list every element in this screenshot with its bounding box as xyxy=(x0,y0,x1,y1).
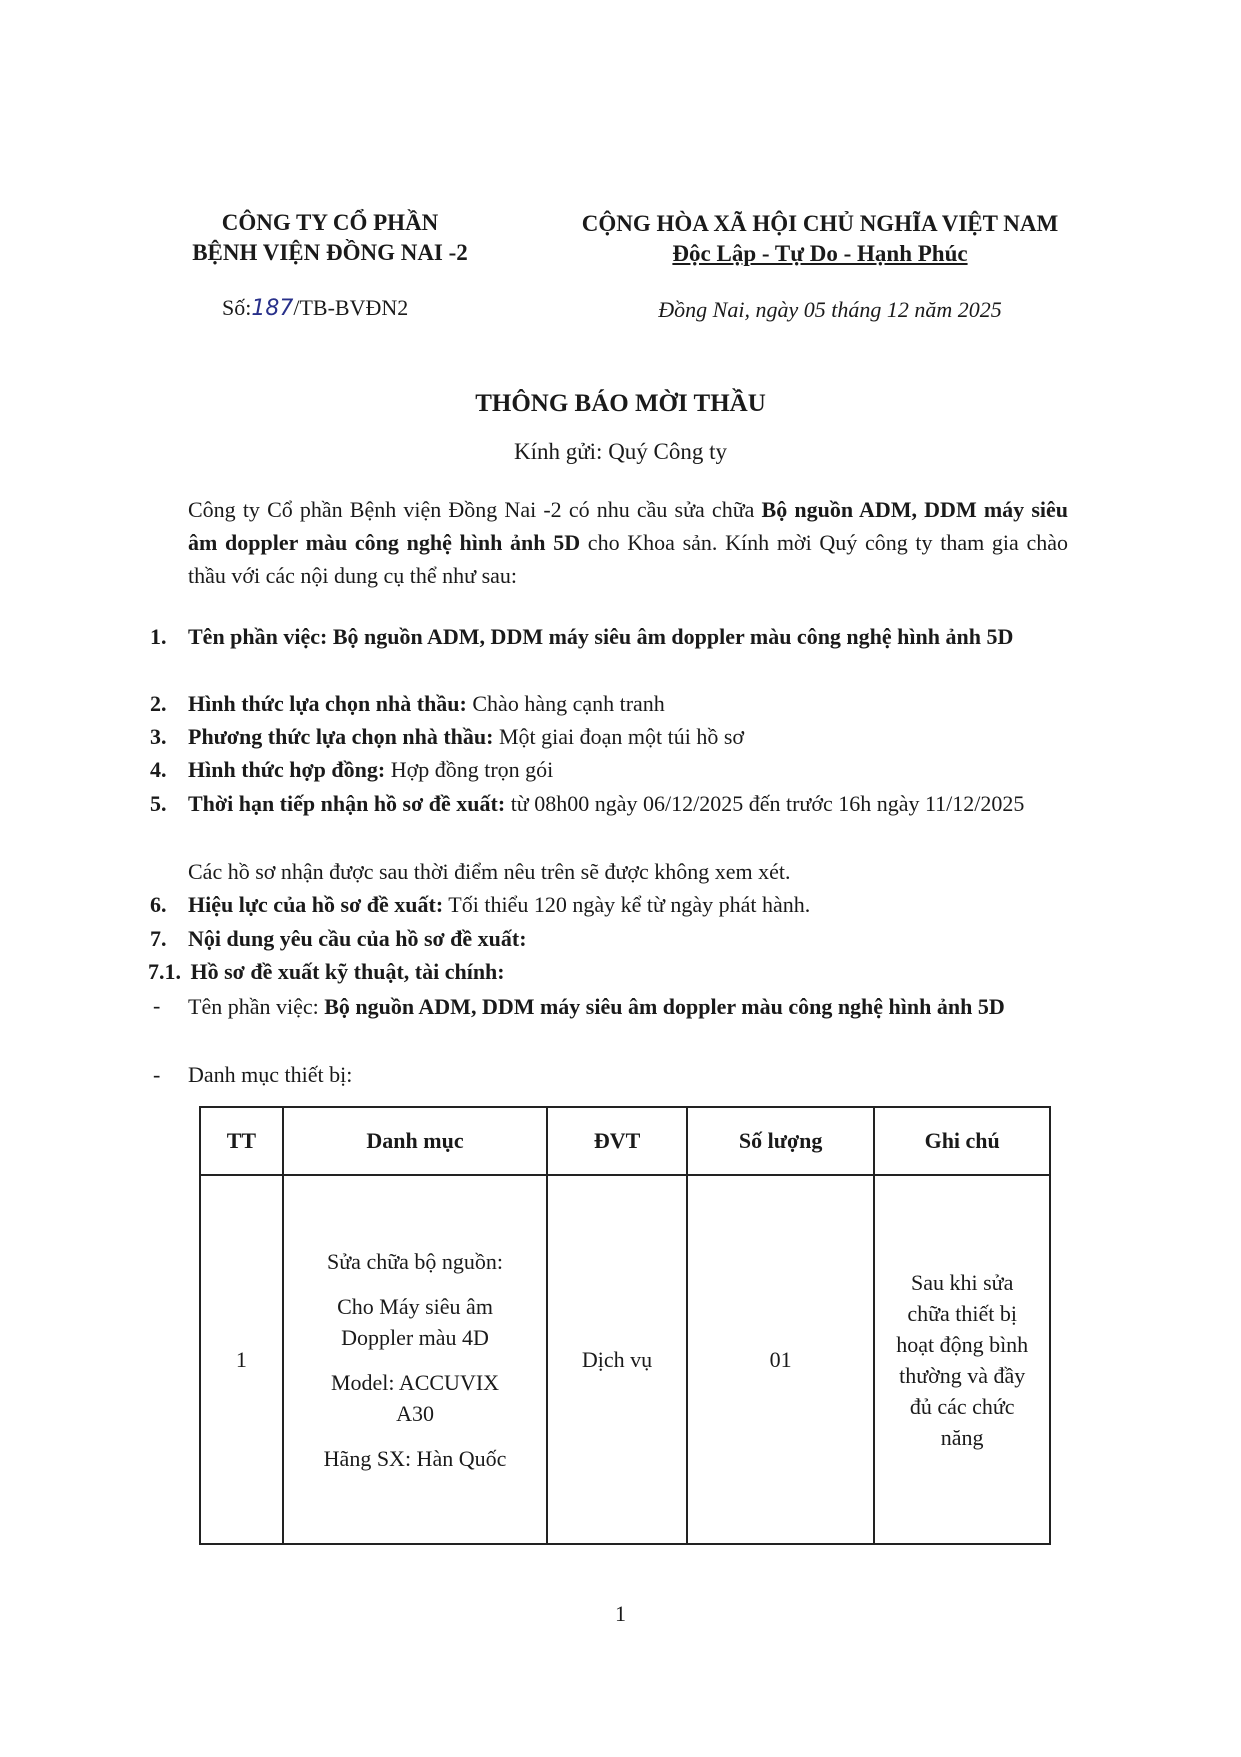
nation-title: CỘNG HÒA XÃ HỘI CHỦ NGHĨA VIỆT NAM xyxy=(581,211,1059,236)
intro-paragraph: Công ty Cổ phần Bệnh viện Đồng Nai -2 có nhu cầu sửa chữa Bộ nguồn ADM, DDM máy siêu âm doppler màu công nghệ hình ảnh 5D cho Khoa sản. Kính mời Quý công ty tham gia chào thầu với các nội dung cụ thể như sau: xyxy=(188,497,1069,588)
doc-no-handwritten: 187 xyxy=(251,296,294,321)
cell-tt: 1 xyxy=(200,1175,283,1544)
dash-marker: - xyxy=(153,1062,161,1087)
salutation: Kính gửi: Quý Công ty xyxy=(513,439,728,464)
doc-no-suffix: /TB-BVĐN2 xyxy=(293,295,409,320)
cell-danh-muc: Sửa chữa bộ nguồn: Cho Máy siêu âm Doppler màu 4D Model: ACCUVIX A30 Hãng SX: Hàn Quốc xyxy=(283,1175,547,1544)
subsection-7-1: 7.1. Hồ sơ đề xuất kỹ thuật, tài chính: xyxy=(148,959,505,984)
table-header-row xyxy=(200,1107,1050,1175)
dash-item: Tên phần việc: Bộ nguồn ADM, DDM máy siêu âm doppler màu công nghệ hình ảnh 5D xyxy=(188,994,1005,1019)
document-title: THÔNG BÁO MỜI THẦU xyxy=(475,390,766,417)
dash-marker: - xyxy=(153,993,161,1018)
cell-so-luong: 01 xyxy=(687,1175,875,1544)
nation-motto: Độc Lập - Tự Do - Hạnh Phúc xyxy=(672,241,968,266)
item5-note: Các hồ sơ nhận được sau thời điểm nêu trên sẽ được không xem xét. xyxy=(188,859,791,884)
document-number xyxy=(222,294,482,323)
org-name-line1: CÔNG TY CỔ PHẦN xyxy=(221,210,439,235)
list-item: 5. Thời hạn tiếp nhận hồ sơ đề xuất: từ 08h00 ngày 06/12/2025 đến trước 16h ngày 11/12/2025 xyxy=(150,791,1025,816)
org-name-line2: BỆNH VIỆN ĐỒNG NAI -2 xyxy=(192,240,468,265)
col-header-danh-muc: Danh mục xyxy=(283,1107,547,1175)
doc-no-prefix: Số: xyxy=(222,295,252,320)
col-header-ghi-chu: Ghi chú xyxy=(874,1107,1050,1175)
col-header-so-luong: Số lượng xyxy=(687,1107,875,1175)
table-row xyxy=(200,1175,1050,1544)
place-date: Đồng Nai, ngày 05 tháng 12 năm 2025 xyxy=(658,297,1002,322)
cell-dvt: Dịch vụ xyxy=(547,1175,687,1544)
col-header-dvt: ĐVT xyxy=(547,1107,687,1175)
dash-item: Danh mục thiết bị: xyxy=(188,1062,353,1087)
page-number: 1 xyxy=(615,1601,626,1626)
col-header-tt: TT xyxy=(200,1107,283,1175)
list-item: 1. Tên phần việc: Bộ nguồn ADM, DDM máy siêu âm doppler màu công nghệ hình ảnh 5D xyxy=(150,624,1014,649)
equipment-table xyxy=(199,1106,1051,1545)
cell-ghi-chu: Sau khi sửa chữa thiết bị hoạt động bình thường và đầy đủ các chức năng xyxy=(874,1175,1050,1544)
document-page: CÔNG TY CỔ PHẦN BỆNH VIỆN ĐỒNG NAI -2 Số:187/TB-BVĐN2 CỘNG HÒA XÃ HỘI CHỦ NGHĨA VIỆT NAM Độc Lập - Tự Do - Hạnh Phúc Đồng Nai, ngày 05 tháng 12 năm 2025 THÔNG BÁO MỜI THẦU Kính gửi: Quý Công ty Công ty Cổ phần Bệnh viện Đồng Nai -2 có nhu cầu sửa chữa Bộ nguồn ADM, DDM máy siêu âm doppler màu công nghệ hình ảnh 5D cho Khoa sản. Kính mời Quý công ty tham gia chào thầu với các nội dung cụ thể như sau: 1. Tên phần việc: Bộ nguồn ADM, DDM máy siêu âm doppler màu công nghệ hình ảnh 5D 2. Hình thức lựa chọn nhà thầu: Chào hàng cạnh tranh 3. Phương thức lựa chọn nhà thầu: Một giai đoạn một túi hồ sơ 4. Hình thức hợp đồng: Hợp đồng trọn gói 5. Thời hạn tiếp nhận hồ sơ đề xuất: từ 08h00 ngày 06/12/2025 đến trước 16h ngày 11/12/2025 Các hồ sơ nhận được sau thời điểm nêu trên sẽ được không xem xét. 6. Hiệu lực của hồ sơ đề xuất: Tối thiểu 120 ngày kể từ ngày phát hành. 7. Nội dung yêu cầu của hồ sơ đề xuất: 7.1. Hồ sơ đề xuất kỹ thuật, tài chính: - Tên phần việc: Bộ nguồn ADM, DDM máy siêu âm doppler màu công nghệ hình ảnh 5D - Danh mục thiết bị: TT Danh mục ĐVT Số lượng Ghi chú 1 Sửa chữa bộ nguồn: Cho Máy siêu âm Doppler màu 4D Model: ACCUVIX A30 Hãng SX: Hàn Quốc Dịch vụ 01 Sau khi sửa chữa thiết bị hoạt động bình thường và đầy đủ các chức năng 1 xyxy=(0,0,1241,1757)
